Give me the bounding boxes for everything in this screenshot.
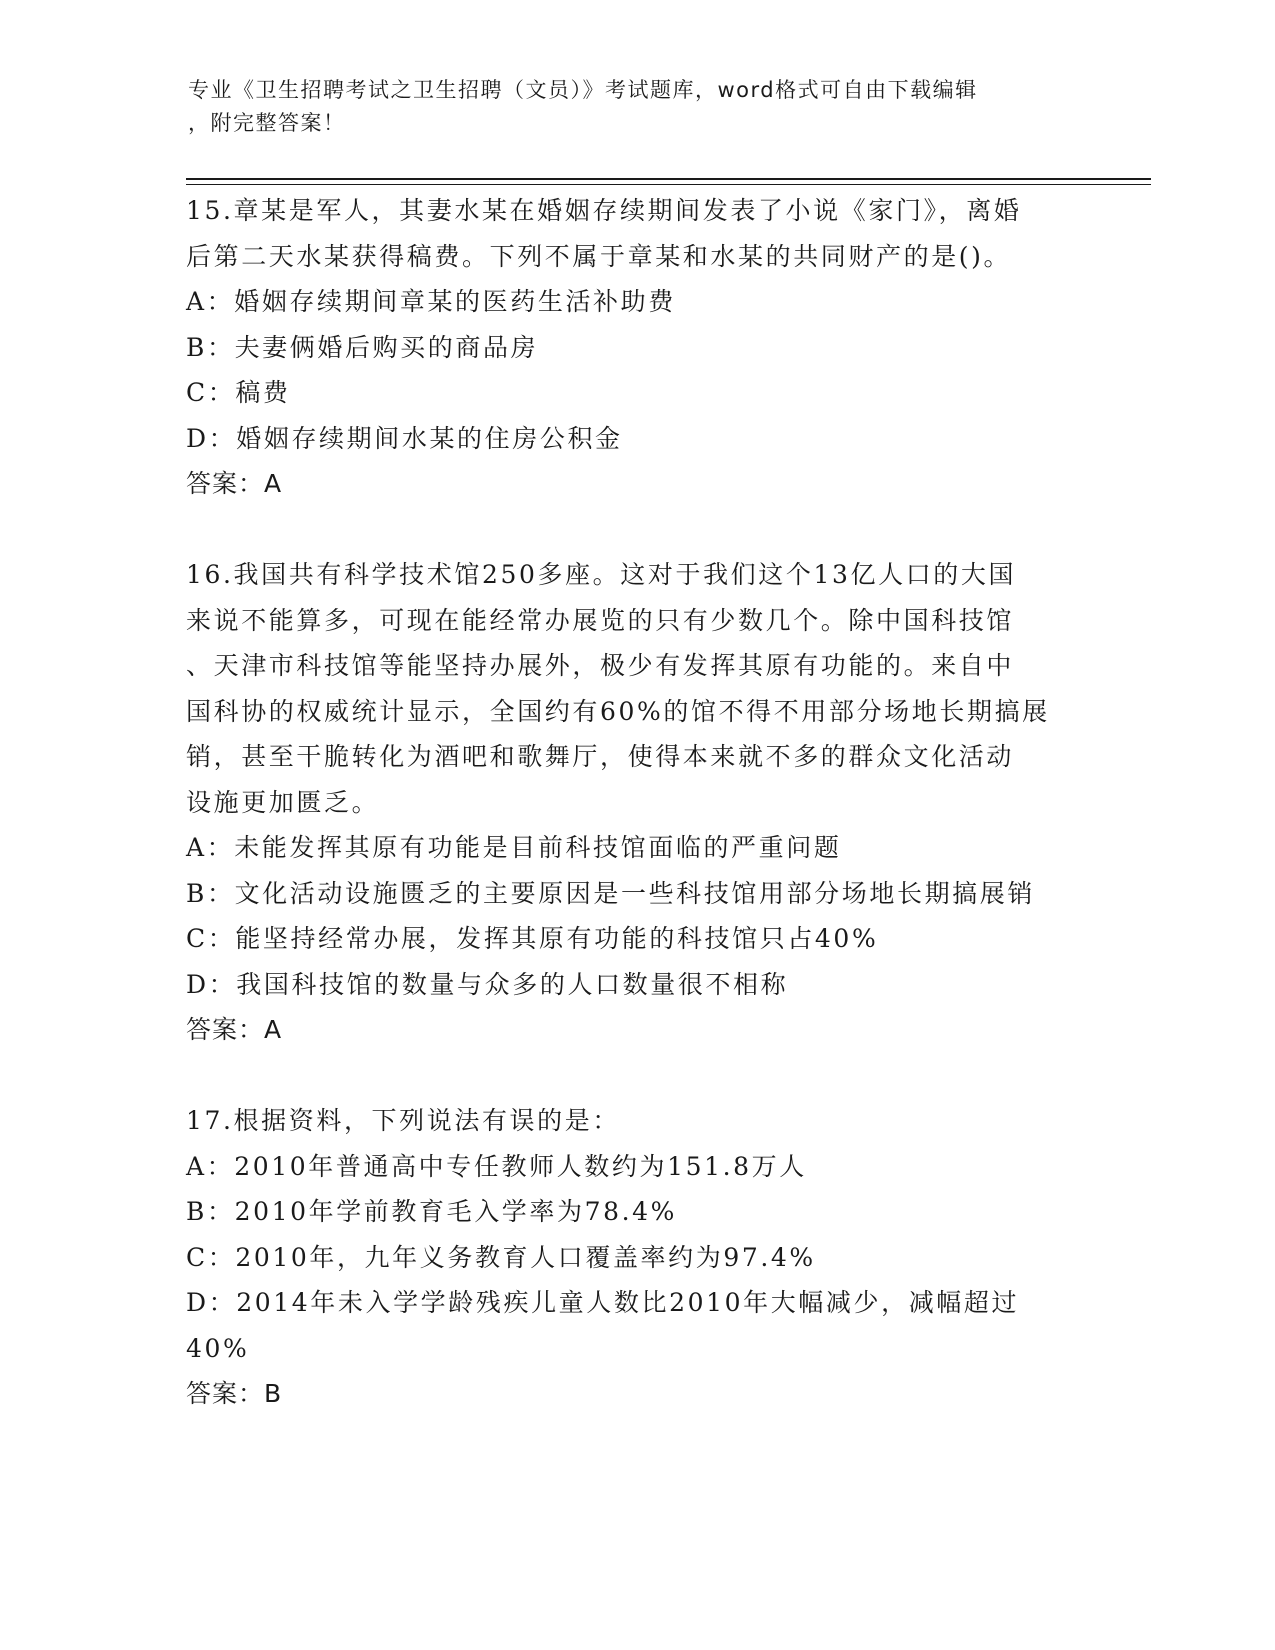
option-d: D：我国科技馆的数量与众多的人口数量很不相称	[186, 969, 789, 999]
question-stem-line: 设施更加匮乏。	[186, 787, 380, 817]
question-15	[186, 188, 1106, 506]
question-stem-line: 销，甚至干脆转化为酒吧和歌舞厅，使得本来就不多的群众文化活动	[186, 742, 1015, 771]
question-stem-line: 15.章某是军人，其妻水某在婚姻存续期间发表了小说《家门》，离婚	[186, 196, 1022, 225]
question-stem-line: 、天津市科技馆等能坚持办展外，极少有发挥其原有功能的。来自中	[186, 651, 1015, 680]
document-header	[188, 74, 1088, 140]
question-stem-line: 16.我国共有科学技术馆250多座。这对于我们这个13亿人口的大国	[186, 560, 1017, 589]
answer-label: 答案：A	[186, 1015, 283, 1044]
option-b: B：夫妻俩婚后购买的商品房	[186, 332, 539, 362]
option-a: A：未能发挥其原有功能是目前科技馆面临的严重问题	[186, 833, 842, 862]
option-a: A：婚姻存续期间章某的医药生活补助费	[186, 287, 676, 316]
question-list	[186, 188, 1106, 1462]
question-stem-line: 来说不能算多，可现在能经常办展览的只有少数几个。除中国科技馆	[186, 605, 1015, 635]
option-b: B：文化活动设施匮乏的主要原因是一些科技馆用部分场地长期搞展销	[186, 878, 1035, 908]
option-c: C：能坚持经常办展，发挥其原有功能的科技馆只占40%	[186, 924, 879, 953]
option-c: C：稿费	[186, 378, 291, 407]
header-line-2: ，附完整答案！	[188, 111, 346, 135]
answer-label: 答案：A	[186, 469, 283, 498]
answer-label: 答案：B	[186, 1379, 283, 1408]
question-16	[186, 552, 1106, 1052]
question-stem-line: 后第二天水某获得稿费。下列不属于章某和水某的共同财产的是()。	[186, 241, 1012, 271]
option-d-continuation: 40%	[186, 1333, 250, 1363]
option-c: C：2010年，九年义务教育人口覆盖率约为97.4%	[186, 1242, 816, 1272]
option-a: A：2010年普通高中专任教师人数约为151.8万人	[186, 1151, 807, 1181]
question-stem-line: 国科协的权威统计显示，全国约有60%的馆不得不用部分场地长期搞展	[186, 696, 1050, 726]
option-d: D：婚姻存续期间水某的住房公积金	[186, 423, 623, 453]
question-17	[186, 1098, 1106, 1416]
option-b: B：2010年学前教育毛入学率为78.4%	[186, 1197, 678, 1226]
question-stem-line: 17.根据资料，下列说法有误的是：	[186, 1106, 620, 1135]
header-line-1: 专业《卫生招聘考试之卫生招聘（文员）》考试题库，word格式可自由下载编辑	[188, 78, 978, 102]
option-d: D：2014年未入学学龄残疾儿童人数比2010年大幅减少，减幅超过	[186, 1288, 1020, 1317]
header-rule-thin	[186, 184, 1151, 185]
header-rule-thick	[186, 178, 1151, 180]
